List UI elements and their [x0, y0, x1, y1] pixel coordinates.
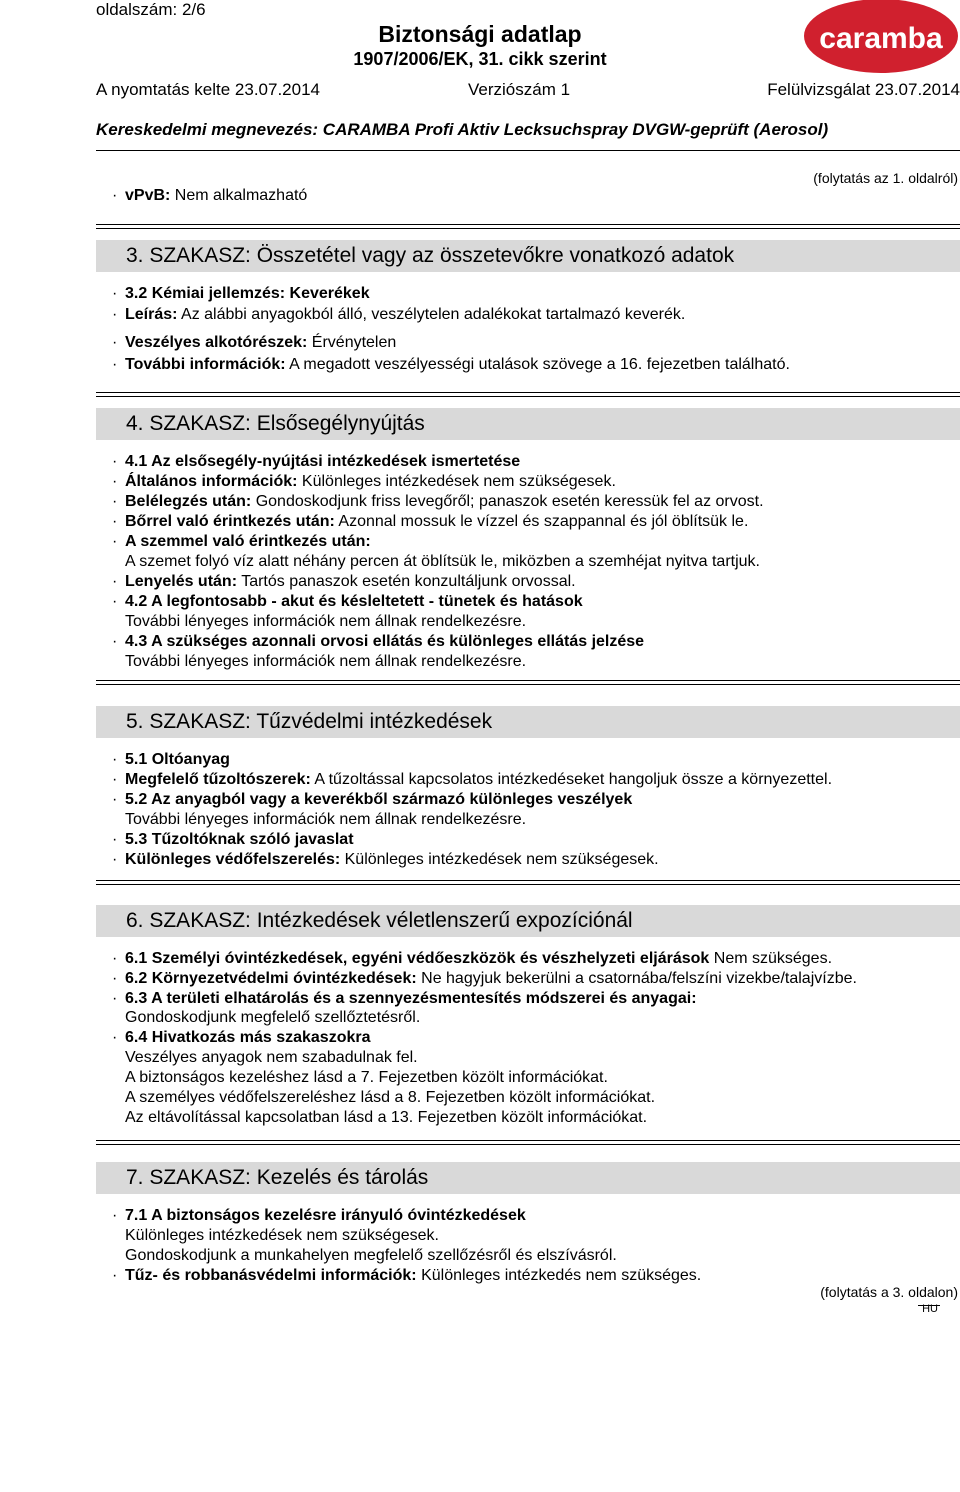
s6-line: · 6.3 A területi elhatárolás és a szennyezésmentesítés módszerei és anyagai:	[112, 989, 697, 1009]
s3-line: · További információk: A megadott veszélyességi utalások szövege a 16. fejezetben található.	[112, 355, 790, 375]
s3-line: · Veszélyes alkotórészek: Érvénytelen	[112, 333, 396, 353]
s5-line: · Megfelelő tűzoltószerek: A tűzoltással kapcsolatos intézkedéseket hangoljuk össze a környezettel.	[112, 770, 832, 790]
s5-line: További lényeges információk nem állnak rendelkezésre.	[125, 811, 527, 828]
s7-line: · 7.1 A biztonságos kezelésre irányuló óvintézkedések	[112, 1206, 526, 1226]
section-7-heading: 7. SZAKASZ: Kezelés és tárolás	[96, 1162, 960, 1194]
divider	[96, 680, 960, 681]
section-6-heading: 6. SZAKASZ: Intézkedések véletlenszerű expozíciónál	[96, 905, 960, 937]
document-title: Biztonsági adatlap	[378, 21, 582, 47]
s4-line: A szemet folyó víz alatt néhány percen át öblítsük le, miközben a szemhéjat nyitva tartjuk.	[125, 553, 760, 570]
divider	[96, 880, 960, 881]
document-subtitle: 1907/2006/EK, 31. cikk szerint	[353, 49, 607, 69]
divider	[96, 396, 960, 397]
s5-line: · 5.2 Az anyagból vagy a keverékből származó különleges veszélyek	[112, 790, 632, 810]
s7-line: Gondoskodjunk a munkahelyen megfelelő szellőzésről és elszívásról.	[125, 1247, 617, 1264]
s4-line: További lényeges információk nem állnak rendelkezésre.	[125, 653, 527, 670]
meta-row	[96, 80, 960, 100]
s4-line: · Bőrrel való érintkezés után: Azonnal mossuk le vízzel és szappannal és jól öblítsük le.	[112, 512, 748, 532]
continued-from: (folytatás az 1. oldalról)	[813, 170, 958, 186]
s4-line: · Általános információk: Különleges intézkedések nem szükségesek.	[112, 472, 616, 492]
divider	[96, 884, 960, 885]
s5-line: · Különleges védőfelszerelés: Különleges intézkedések nem szükségesek.	[112, 850, 659, 870]
section-4-heading: 4. SZAKASZ: Elsősegélynyújtás	[96, 408, 960, 440]
section-5-heading: 5. SZAKASZ: Tűzvédelmi intézkedések	[96, 706, 960, 738]
caramba-logo	[803, 0, 960, 76]
divider	[96, 392, 960, 393]
s4-line: · 4.3 A szükséges azonnali orvosi ellátás és különleges ellátás jelzése	[112, 632, 644, 652]
logo-text: caramba	[819, 22, 943, 55]
trade-name: Kereskedelmi megnevezés: CARAMBA Profi Aktiv Lecksuchspray DVGW-geprüft (Aerosol)	[96, 120, 829, 139]
s6-line: Gondoskodjunk megfelelő szellőztetésről.	[125, 1009, 421, 1026]
header-divider	[96, 150, 960, 151]
vpvb-line: · vPvB: Nem alkalmazható	[112, 186, 307, 206]
lang-overline	[918, 1305, 940, 1306]
s6-line: · 6.2 Környezetvédelmi óvintézkedések: Ne hagyjuk bekerülni a csatornába/felszíni vizekbe/talajvízbe.	[112, 969, 857, 989]
s4-line: · A szemmel való érintkezés után:	[112, 532, 371, 552]
s6-line: A biztonságos kezeléshez lásd a 7. Fejezetben közölt információkat.	[125, 1069, 608, 1086]
s6-line: Az eltávolítással kapcsolatban lásd a 13. Fejezetben közölt információkat.	[125, 1109, 648, 1126]
s4-line: · 4.1 Az elsősegély-nyújtási intézkedések ismertetése	[112, 452, 520, 472]
page-number: oldalszám: 2/6	[96, 0, 206, 19]
s6-line: Veszélyes anyagok nem szabadulnak fel.	[125, 1049, 418, 1066]
divider	[96, 224, 960, 225]
s6-line: · 6.1 Személyi óvintézkedések, egyéni védőeszközök és vészhelyzeti eljárások Nem szükséges.	[112, 949, 832, 969]
revision-date: Felülvizsgálat 23.07.2014	[767, 80, 960, 99]
s4-line: · Lenyelés után: Tartós panaszok esetén konzultáljunk orvossal.	[112, 572, 576, 592]
s6-line: · 6.4 Hivatkozás más szakaszokra	[112, 1028, 370, 1048]
s7-line: · Tűz- és robbanásvédelmi információk: Különleges intézkedés nem szükséges.	[112, 1266, 701, 1286]
s5-line: · 5.3 Tűzoltóknak szóló javaslat	[112, 830, 354, 850]
s3-line: · 3.2 Kémiai jellemzés: Keverékek	[112, 284, 370, 304]
s5-line: · 5.1 Oltóanyag	[112, 750, 230, 770]
s3-line: · Leírás: Az alábbi anyagokból álló, veszélytelen adalékokat tartalmazó keverék.	[112, 305, 685, 325]
s6-line: A személyes védőfelszereléshez lásd a 8. Fejezetben közölt információkat.	[125, 1089, 656, 1106]
s4-line: További lényeges információk nem állnak rendelkezésre.	[125, 613, 527, 630]
s7-line: Különleges intézkedések nem szükségesek.	[125, 1227, 439, 1244]
divider	[96, 1144, 960, 1145]
s4-line: · 4.2 A legfontosabb - akut és késleltetett - tünetek és hatások	[112, 592, 583, 612]
print-date: A nyomtatás kelte 23.07.2014	[96, 80, 320, 99]
continued-on: (folytatás a 3. oldalon)	[820, 1284, 958, 1300]
section-3-heading: 3. SZAKASZ: Összetétel vagy az összetevőkre vonatkozó adatok	[96, 240, 960, 272]
s4-line: · Belélegzés után: Gondoskodjunk friss levegőről; panaszok esetén keressük fel az orvost.	[112, 492, 764, 512]
divider	[96, 1140, 960, 1141]
language-code: HU	[922, 1303, 938, 1315]
version: Verziószám 1	[468, 80, 571, 99]
divider	[96, 228, 960, 229]
divider	[96, 684, 960, 685]
